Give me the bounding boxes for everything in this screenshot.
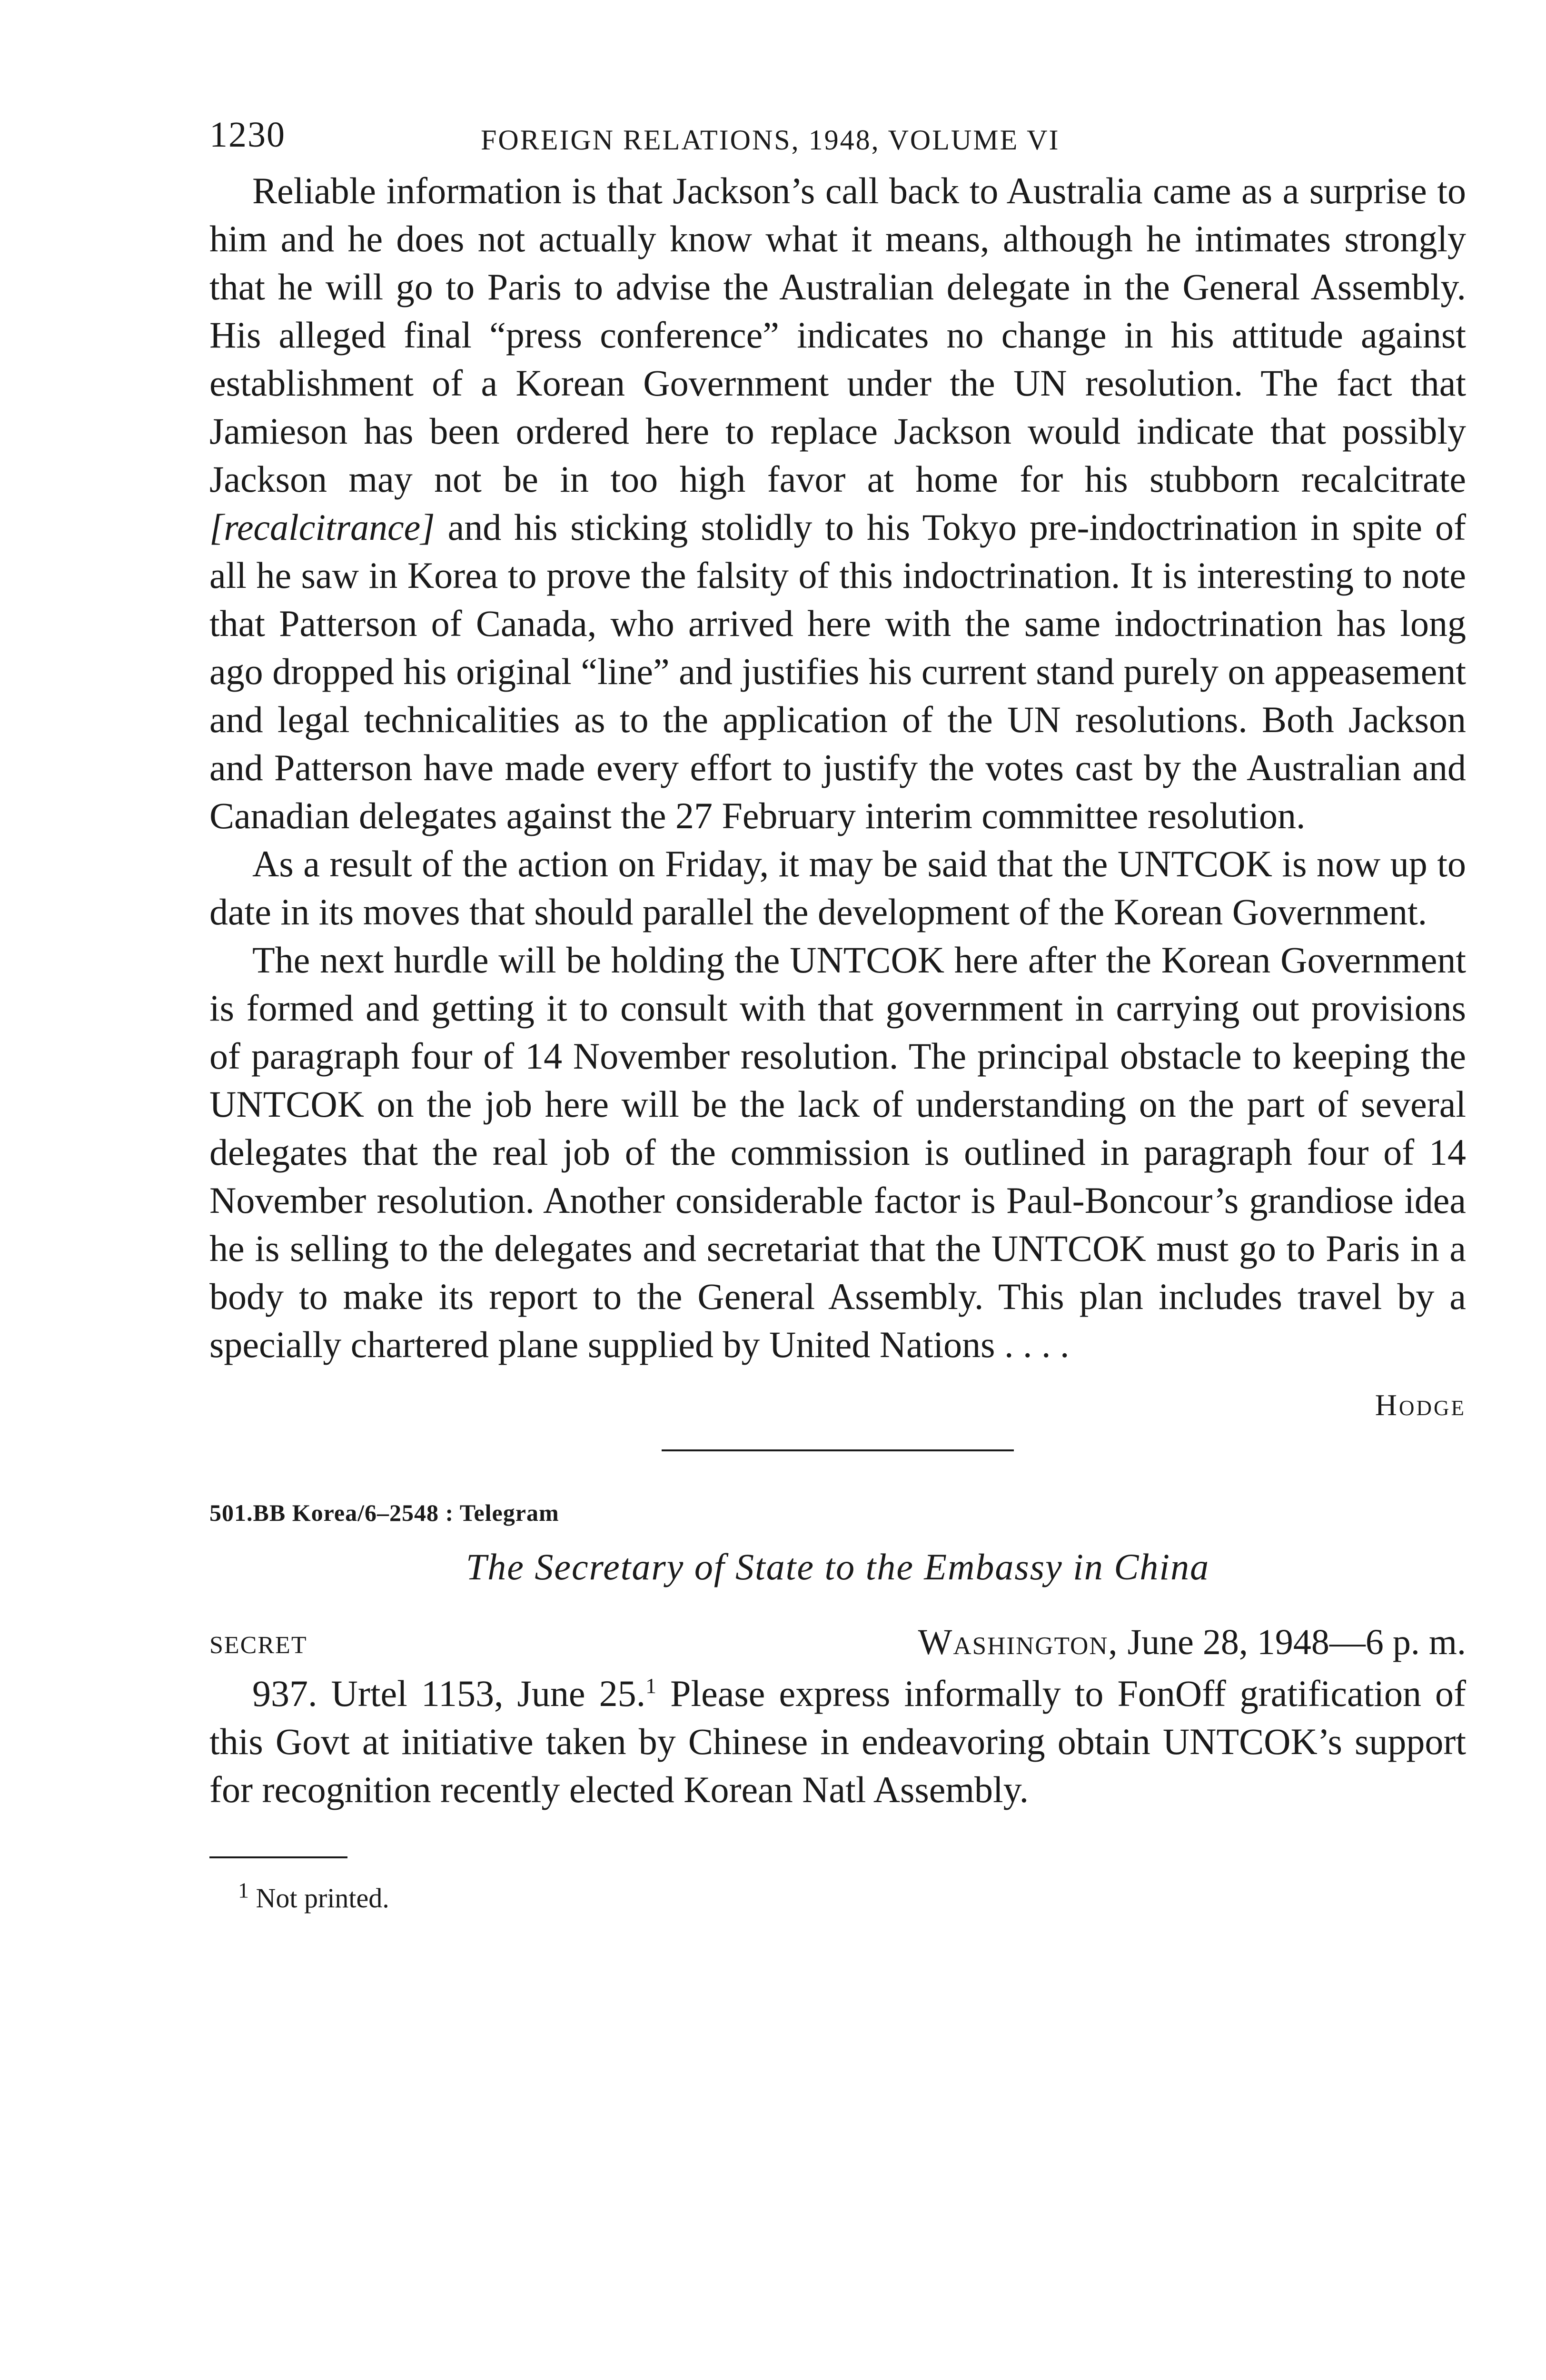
page-number: 1230 — [209, 115, 286, 155]
classification-label: SECRET — [209, 1632, 307, 1659]
dateline-place: Washington, — [918, 1622, 1119, 1662]
document-separator-rule — [662, 1449, 1014, 1451]
document-title: The Secretary of State to the Embassy in China — [466, 1546, 1210, 1587]
running-title: FOREIGN RELATIONS, 1948, VOLUME VI — [481, 124, 1060, 156]
footnote-marker: 1 — [238, 1878, 249, 1903]
signature: Hodge — [1375, 1388, 1466, 1422]
footnote-rule — [209, 1856, 347, 1858]
paragraph-telegram-start: 937. Urtel 1153, June 25. — [252, 1673, 646, 1714]
paragraph-jackson-recall — [209, 167, 1466, 840]
footnote — [238, 1878, 1466, 1914]
dateline-row — [209, 1617, 1466, 1669]
dateline — [918, 1622, 1466, 1663]
document-page — [209, 105, 1466, 1914]
footnote-reference[interactable]: 1 — [645, 1674, 657, 1698]
paragraph-jackson-recall-text: Reliable information is that Jackson’s call back to Australia came as a surprise to him and he does not actually know what it means, although he intimates strongly that he will go to Paris to advise the Australian delegate in the General Assembly. His alleged final “press conference” indicates no change in his attitude against establishment of a Korean Government under the UN resolution. The fact that Jamieson has been ordered here to replace Jackson would indicate that possibly Jackson may not be in too high favor at home for his stubborn recalcitrate — [209, 170, 1466, 500]
file-number: 501.BB Korea/6–2548 : Telegram — [209, 1499, 559, 1526]
paragraph-telegram-rest: Please express informally to FonOff gratification of this Govt at initiative taken by Chinese in endeavoring obtain UNTCOK’s support for recognition recently elected Korean Natl Assembly. — [209, 1673, 1466, 1810]
dateline-date: June 28, 1948—6 p. m. — [1127, 1622, 1466, 1662]
footnote-text: Not printed. — [256, 1883, 389, 1914]
editorial-insert: [recalcitrance] — [209, 506, 435, 548]
running-head — [209, 105, 1466, 167]
paragraph-jackson-recall-continued: and his sticking stolidly to his Tokyo pre-indoctrination in spite of all he saw in Korea to prove the falsity of this indoctrination. It is interesting to note that Patterson of Canada, who arrived here with the same indoctrination has long ago dropped his original “line” and justifies his current stand purely on appeasement and legal technicalities as to the application of the UN resolutions. Both Jackson and Patterson have made every effort to justify the votes cast by the Australian and Canadian delegates against the 27 February interim committee resolution. — [209, 506, 1466, 836]
paragraph-friday-action: As a result of the action on Friday, it may be said that the UNTCOK is now up to date in its moves that should parallel the development of the Korean Government. — [209, 843, 1466, 932]
paragraph-next-hurdle: The next hurdle will be holding the UNTCOK here after the Korean Government is formed and getting it to consult with that government in carrying out provisions of paragraph four of 14 November resolution. The principal obstacle to keeping the UNTCOK on the job here will be the lack of understanding on the part of several delegates that the real job of the commission is outlined in paragraph four of 14 November resolution. Another considerable factor is Paul-Boncour’s grandiose idea he is selling to the delegates and secretariat that the UNTCOK must go to Paris in a body to make its report to the General Assembly. This plan includes travel by a specially chartered plane supplied by United Nations . . . . — [209, 939, 1466, 1365]
paragraph-telegram-937 — [209, 1669, 1466, 1814]
